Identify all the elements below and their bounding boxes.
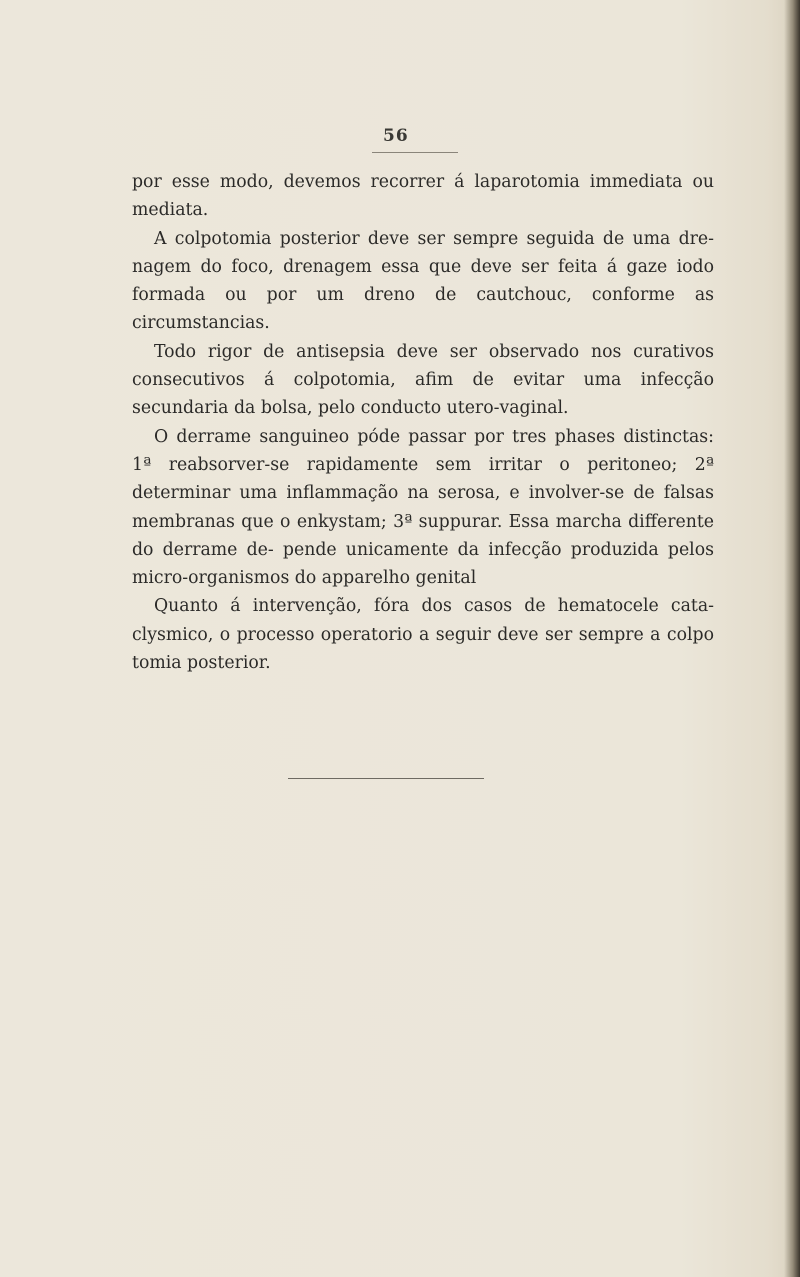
paragraph: Quanto á intervenção, fóra dos casos de hematocele cata- clysmico, o processo operatorio a seguir deve ser sempre a colpo tomia posterior.: [132, 596, 714, 674]
page-number-rule: [372, 152, 458, 153]
paragraph: A colpotomia posterior deve ser sempre seguida de uma dre- nagem do foco, drenagem essa que deve ser feita á gaze iodo formada ou por um dreno de cautchouc, conforme as circumstancias.: [132, 228, 714, 334]
page-edge-shadow: [784, 0, 800, 1277]
body-text: [132, 168, 714, 677]
paragraph: O derrame sanguineo póde passar por tres phases distinctas: 1ª reabsorver-se rapidamente sem irritar o peritoneo; 2ª determinar uma inflammação na serosa, e involver-se de falsas membranas que o enkystam; 3ª suppurar. Essa marcha differente do derrame de- pende unicamente da infecção produzida pelos micro-organismos do apparelho genital: [132, 426, 714, 589]
page-number: 56: [383, 126, 409, 146]
end-rule: [288, 778, 484, 779]
paragraph: por esse modo, devemos recorrer á laparotomia immediata ou mediata.: [132, 172, 714, 221]
paragraph: Todo rigor de antisepsia deve ser observado nos curativos consecutivos á colpotomia, afim de evitar uma infecção secundaria da bolsa, pelo conducto utero-vaginal.: [132, 341, 714, 419]
